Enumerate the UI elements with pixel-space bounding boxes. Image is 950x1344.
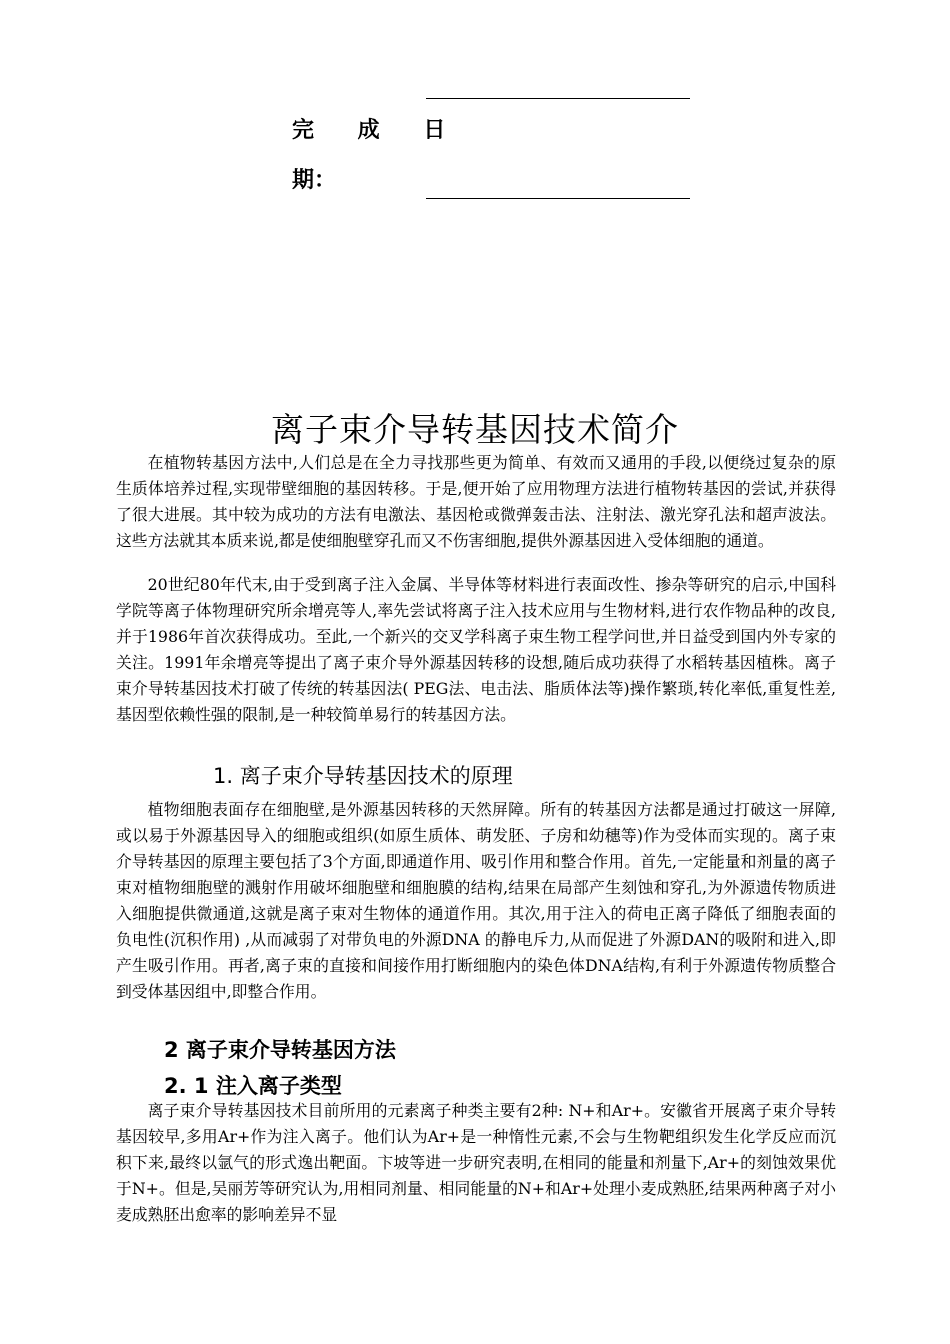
completion-date-underline-bottom (426, 198, 690, 199)
section-1-paragraph: 植物细胞表面存在细胞壁,是外源基因转移的天然屏障。所有的转基因方法都是通过打破这一屏障,或以易于外源基因导入的细胞或组织(如原生质体、萌发胚、子房和幼穗等)作为受体而实现的。离子束介导转基因的原理主要包括了3个方面,即通道作用、吸引作用和整合作用。首先,一定能量和剂量的离子束对植物细胞壁的溅射作用破坏细胞壁和细胞膜的结构,结果在局部产生刻蚀和穿孔,为外源遗传物质进入细胞提供微通道,这就是离子束对生物体的通道作用。其次,用于注入的荷电正离子降低了细胞表面的负电性(沉积作用) ,从而减弱了对带负电的外源DNA 的静电斥力,从而促进了外源DAN的吸附和进入,即产生吸引作用。再者,离子束的直接和间接作用打断细胞内的染色体DNA结构,有利于外源遗传物质整合到受体基因组中,即整合作用。 (116, 800, 836, 1001)
completion-date-underline-top (426, 98, 690, 99)
completion-date-label-line1: 完 成 日 (292, 118, 464, 143)
intro-paragraph-1: 在植物转基因方法中,人们总是在全力寻找那些更为简单、有效而又通用的手段,以便绕过复杂的原生质体培养过程,实现带壁细胞的基因转移。于是,便开始了应用物理方法进行植物转基因的尝试,并获得了很大进展。其中较为成功的方法有电激法、基因枪或微弹轰击法、注射法、激光穿孔法和超声波法。这些方法就其本质来说,都是使细胞壁穿孔而又不伤害细胞,提供外源基因进入受体细胞的通道。 (116, 453, 836, 550)
article-title: 离子束介导转基因技术简介 (271, 410, 679, 449)
completion-date-label-line2: 期： (292, 168, 337, 193)
section-2-1-heading: 2. 1 注入离子类型 (164, 1074, 342, 1098)
intro-paragraph-2: 20世纪80年代末,由于受到离子注入金属、半导体等材料进行表面改性、掺杂等研究的启示,中国科学院等离子体物理研究所余增亮等人,率先尝试将离子注入技术应用与生物材料,进行农作物品种的改良,并于1986年首次获得成功。至此,一个新兴的交叉学科离子束生物工程学问世,并日益受到国内外专家的关注。1991年余增亮等提出了离子束介导外源基因转移的设想,随后成功获得了水稻转基因植株。离子束介导转基因技术打破了传统的转基因法( PEG法、电击法、脂质体法等)操作繁琐,转化率低,重复性差,基因型依赖性强的限制,是一种较简单易行的转基因方法。 (116, 575, 836, 724)
section-2-1-paragraph: 离子束介导转基因技术目前所用的元素离子种类主要有2种: N+和Ar+。安徽省开展离子束介导转基因较早,多用Ar+作为注入离子。他们认为Ar+是一种惰性元素,不会与生物靶组织发生化学反应而沉积下来,最终以氩气的形式逸出靶面。卞坡等进一步研究表明,在相同的能量和剂量下,Ar+的刻蚀效果优于N+。但是,吴丽芳等研究认为,用相同剂量、相同能量的N+和Ar+处理小麦成熟胚,结果两种离子对小麦成熟胚出愈率的影响差异不显 (116, 1101, 836, 1224)
section-1-heading: 1. 离子束介导转基因技术的原理 (213, 764, 513, 788)
section-2-heading: 2 离子束介导转基因方法 (164, 1038, 396, 1062)
